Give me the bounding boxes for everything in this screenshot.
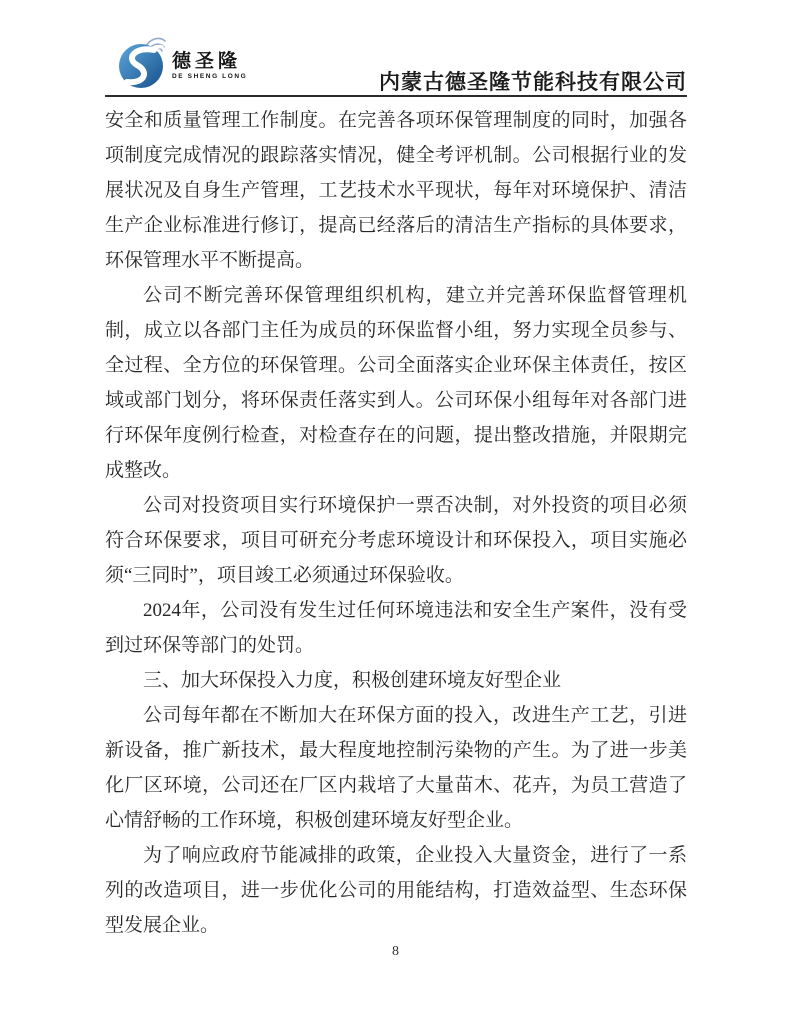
- page-number: 8: [392, 944, 399, 959]
- company-name-header: 内蒙古德圣隆节能科技有限公司: [379, 70, 687, 94]
- document-body: [105, 103, 687, 943]
- header-divider: [105, 95, 687, 97]
- section-heading: 三、加大环保投入力度，积极创建环境友好型企业: [143, 670, 562, 691]
- body-paragraph: 2024年，公司没有发生过任何环境违法和安全生产案件，没有受到过环保等部门的处罚。: [105, 600, 687, 656]
- page-footer: [0, 944, 791, 960]
- body-paragraph: 为了响应政府节能减排的政策，企业投入大量资金，进行了一系列的改造项目，进一步优化公司的用能结构，打造效益型、生态环保型发展企业。: [105, 845, 687, 936]
- body-paragraph: 公司每年都在不断加大在环保方面的投入，改进生产工艺，引进新设备，推广新技术，最大程度地控制污染物的产生。为了进一步美化厂区环境，公司还在厂区内栽培了大量苗木、花卉，为员工营造了心情舒畅的工作环境，积极创建环境友好型企业。: [105, 705, 687, 831]
- body-paragraph: 公司不断完善环保管理组织机构，建立并完善环保监督管理机制，成立以各部门主任为成员的环保监督小组，努力实现全员参与、全过程、全方位的环保管理。公司全面落实企业环保主体责任，按区域或部门划分，将环保责任落实到人。公司环保小组每年对各部门进行环保年度例行检查，对检查存在的问题，提出整改措施，并限期完成整改。: [105, 285, 687, 481]
- body-paragraph: 安全和质量管理工作制度。在完善各项环保管理制度的同时，加强各项制度完成情况的跟踪落实情况，健全考评机制。公司根据行业的发展状况及自身生产管理，工艺技术水平现状，每年对环境保护、清洁生产企业标准进行修订，提高已经落后的清洁生产指标的具体要求，环保管理水平不断提高。: [105, 110, 687, 271]
- logo-chinese-name: 德圣隆: [172, 51, 242, 72]
- logo-text: [172, 52, 247, 80]
- company-logo: [116, 34, 247, 90]
- body-paragraph: 公司对投资项目实行环境保护一票否决制，对外投资的项目必须符合环保要求，项目可研充分考虑环境设计和环保投入，项目实施必须“三同时”，项目竣工必须通过环保验收。: [105, 495, 687, 586]
- logo-english-name: DE SHENG LONG: [172, 73, 248, 80]
- dragon-s-logo-icon: [116, 34, 170, 90]
